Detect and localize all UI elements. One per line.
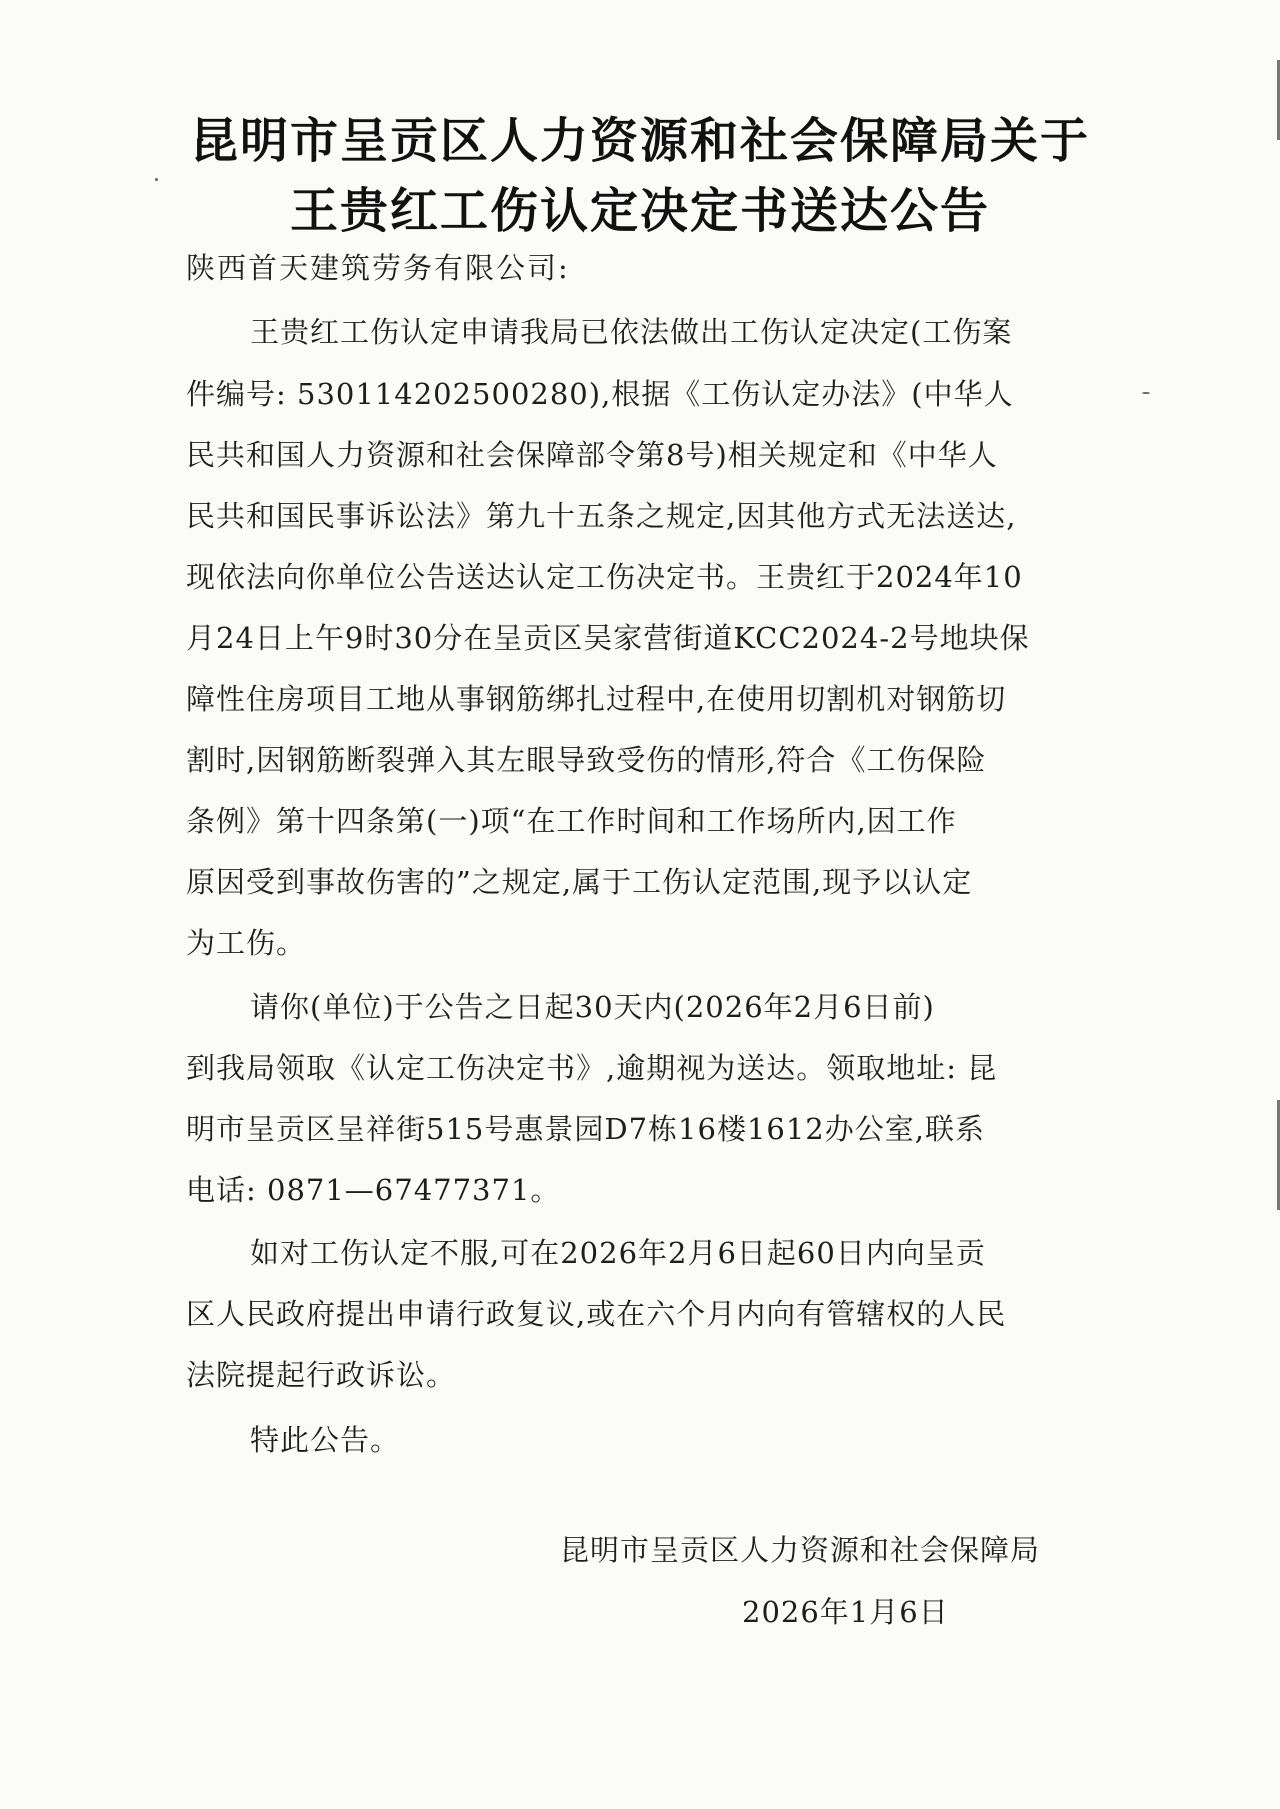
scan-dot — [1142, 392, 1150, 394]
paragraph-line: 王贵红工伤认定申请我局已依法做出工伤认定决定(工伤案 — [250, 315, 1013, 349]
paragraph-line: 如对工伤认定不服,可在2026年2月6日起60日内向呈贡 — [250, 1236, 986, 1270]
paragraph-line: 原因受到事故伤害的”之规定,属于工伤认定范围,现予以认定 — [186, 865, 973, 899]
paragraph-line: 障性住房项目工地从事钢筋绑扎过程中,在使用切割机对钢筋切 — [186, 682, 1007, 716]
paragraph-line: 电话: 0871—67477371。 — [186, 1173, 561, 1207]
signature-date: 2026年1月6日 — [742, 1595, 949, 1629]
paragraph-line: 民共和国人力资源和社会保障部令第8号)相关规定和《中华人 — [186, 438, 998, 472]
paragraph-line: 割时,因钢筋断裂弹入其左眼导致受伤的情形,符合《工伤保险 — [186, 743, 987, 777]
paragraph-line: 条例》第十四条第(一)项“在工作时间和工作场所内,因工作 — [186, 804, 957, 838]
paragraph-line: 现依法向你单位公告送达认定工伤决定书。王贵红于2024年10 — [186, 560, 1023, 594]
paragraph-line: 法院提起行政诉讼。 — [186, 1358, 457, 1392]
addressee: 陕西首天建筑劳务有限公司: — [186, 251, 570, 285]
paragraph-line: 区人民政府提出申请行政复议,或在六个月内向有管辖权的人民 — [186, 1297, 1007, 1331]
paragraph-line: 月24日上午9时30分在呈贡区吴家营街道KCC2024-2号地块保 — [186, 621, 1030, 655]
document-title-line-2: 王贵红工伤认定决定书送达公告 — [289, 183, 990, 239]
paragraph-line: 到我局领取《认定工伤决定书》,逾期视为送达。领取地址: 昆 — [186, 1051, 998, 1085]
paragraph-line: 件编号: 530114202500280),根据《工伤认定办法》(中华人 — [186, 377, 1014, 411]
paragraph-line: 民共和国民事诉讼法》第九十五条之规定,因其他方式无法送达, — [186, 499, 1017, 533]
document-title-line-1: 昆明市呈贡区人力资源和社会保障局关于 — [189, 113, 1090, 169]
paragraph-line: 明市呈贡区呈祥街515号惠景园D7栋16楼1612办公室,联系 — [186, 1112, 985, 1146]
paragraph-line: 为工伤。 — [186, 926, 307, 960]
closing-text: 特此公告。 — [250, 1423, 401, 1457]
paragraph-line: 请你(单位)于公告之日起30天内(2026年2月6日前) — [250, 990, 935, 1024]
signature-organization: 昆明市呈贡区人力资源和社会保障局 — [560, 1533, 1041, 1567]
